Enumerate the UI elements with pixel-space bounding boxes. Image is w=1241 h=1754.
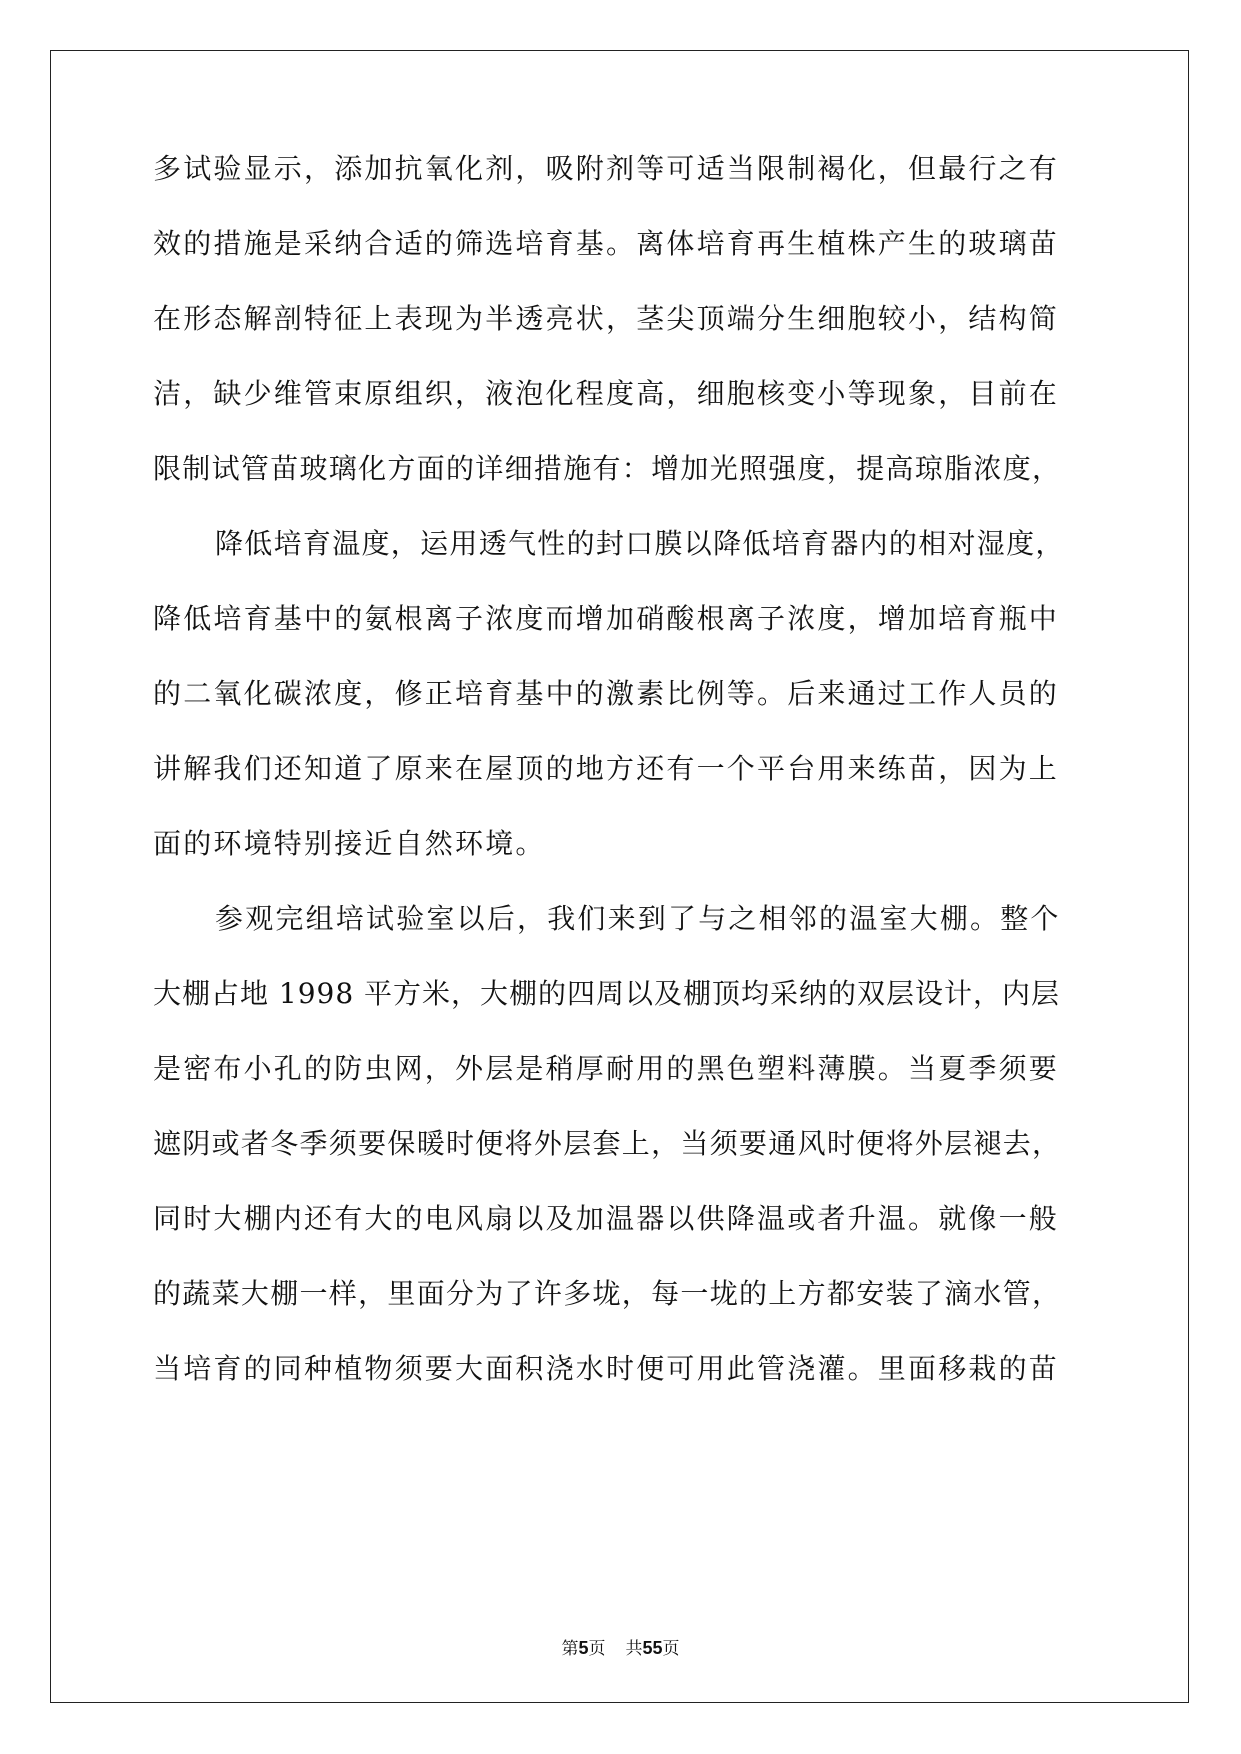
text-line: 讲解我们还知道了原来在屋顶的地方还有一个平台用来练苗，因为上: [153, 752, 1060, 785]
total-suffix: 页: [662, 1639, 680, 1659]
text-line: 洁，缺少维管束原组织，液泡化程度高，细胞核变小等现象，目前在: [153, 377, 1060, 410]
text-line: 当培育的同种植物须要大面积浇水时便可用此管浇灌。里面移栽的苗: [153, 1352, 1060, 1385]
paragraph-first-line: 参观完组培试验室以后，我们来到了与之相邻的温室大棚。整个: [215, 902, 1061, 935]
text-line: 在形态解剖特征上表现为半透亮状，茎尖顶端分生细胞较小，结构简: [153, 302, 1060, 335]
page-footer: [0, 1634, 1241, 1659]
page-border: [50, 50, 1189, 1703]
text-line: 限制试管苗玻璃化方面的详细措施有：增加光照强度，提高琼脂浓度，: [153, 452, 1062, 485]
page-suffix: 页: [588, 1639, 606, 1659]
total-pages: 55: [642, 1638, 663, 1658]
text-line: 的二氧化碳浓度，修正培育基中的激素比例等。后来通过工作人员的: [153, 677, 1060, 710]
text-line: 大棚占地 1998 平方米，大棚的四周以及棚顶均采纳的双层设计，内层: [153, 977, 1061, 1010]
page-number: 5: [578, 1638, 589, 1658]
text-line: 降低培育基中的氨根离子浓度而增加硝酸根离子浓度，增加培育瓶中: [153, 602, 1060, 635]
text-line: 面的环境特别接近自然环境。: [153, 827, 546, 860]
text-line: 效的措施是采纳合适的筛选培育基。离体培育再生植株产生的玻璃苗: [153, 227, 1060, 260]
text-line: 同时大棚内还有大的电风扇以及加温器以供降温或者升温。就像一般: [153, 1202, 1060, 1235]
paragraph-first-line: 降低培育温度，运用透气性的封口膜以降低培育器内的相对湿度，: [215, 527, 1065, 560]
page-prefix: 第: [561, 1639, 579, 1659]
text-line: 是密布小孔的防虫网，外层是稍厚耐用的黑色塑料薄膜。当夏季须要: [153, 1052, 1060, 1085]
text-line: 多试验显示，添加抗氧化剂，吸附剂等可适当限制褐化，但最行之有: [153, 152, 1060, 185]
text-line: 的蔬菜大棚一样，里面分为了许多垅，每一垅的上方都安装了滴水管，: [153, 1277, 1062, 1310]
text-line: 遮阴或者冬季须要保暖时便将外层套上，当须要通风时便将外层褪去，: [153, 1127, 1062, 1160]
total-prefix: 共: [625, 1639, 643, 1659]
